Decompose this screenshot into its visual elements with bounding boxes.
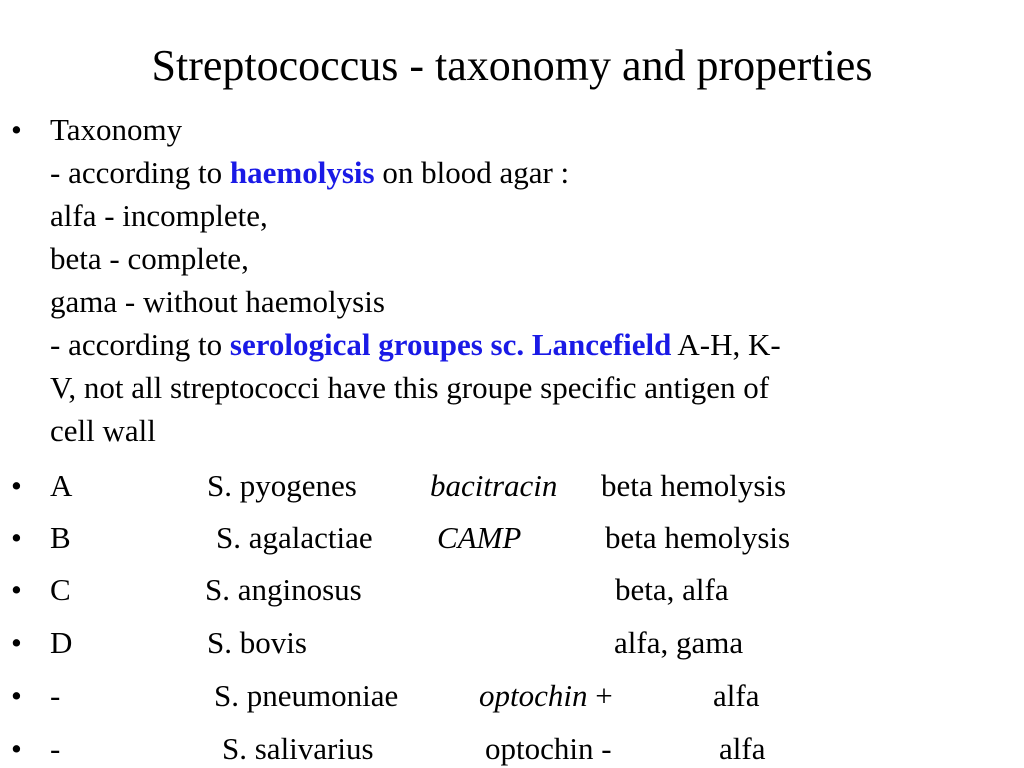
bullet-marker: • xyxy=(11,112,22,147)
taxonomy-line-lancefield xyxy=(50,323,1000,366)
group-row-a xyxy=(0,464,1024,507)
bullet-marker: • xyxy=(11,678,22,713)
group-row-b xyxy=(0,516,1024,559)
group-letter: D xyxy=(50,625,73,660)
bullet-marker: • xyxy=(11,731,22,766)
test-name: optochin - xyxy=(485,731,612,766)
taxonomy-line-beta: beta - complete, xyxy=(50,241,249,276)
species-name: S. anginosus xyxy=(205,572,362,607)
species-name: S. bovis xyxy=(207,625,307,660)
taxonomy-heading: Taxonomy xyxy=(50,112,183,147)
hemolysis-type: beta, alfa xyxy=(615,572,729,607)
test-name-italic: optochin xyxy=(479,678,588,713)
group-letter: B xyxy=(50,520,71,555)
line-prefix: - according to xyxy=(50,327,230,362)
hemolysis-type: beta hemolysis xyxy=(605,520,791,555)
highlight-lancefield: serological groupes sc. Lancefield xyxy=(229,327,672,362)
group-letter: C xyxy=(50,572,71,607)
bullet-marker: • xyxy=(11,572,22,607)
group-row-c xyxy=(0,568,1024,611)
species-name: S. agalactiae xyxy=(216,520,373,555)
group-letter: - xyxy=(50,678,61,713)
bullet-marker: • xyxy=(11,520,22,555)
test-name: CAMP xyxy=(437,520,522,555)
taxonomy-line-antigen: V, not all streptococci have this groupe specific antigen of xyxy=(50,370,770,405)
group-letter: A xyxy=(50,468,73,503)
line-prefix: - according to xyxy=(50,155,230,190)
taxonomy-text xyxy=(50,108,1000,452)
hemolysis-type: alfa xyxy=(713,678,760,713)
bullet-marker: • xyxy=(11,468,22,503)
test-name: bacitracin xyxy=(430,468,558,503)
taxonomy-line-alfa: alfa - incomplete, xyxy=(50,198,268,233)
taxonomy-line-haemolysis xyxy=(50,151,1000,194)
group-row-d xyxy=(0,621,1024,664)
taxonomy-line-gama: gama - without haemolysis xyxy=(50,284,385,319)
group-row-salivarius xyxy=(0,727,1024,768)
species-name: S. pyogenes xyxy=(207,468,357,503)
bullet-marker: • xyxy=(11,625,22,660)
species-name: S. pneumoniae xyxy=(214,678,399,713)
hemolysis-type: alfa, gama xyxy=(614,625,744,660)
line-suffix: A-H, K- xyxy=(671,327,781,362)
taxonomy-line-cellwall: cell wall xyxy=(50,413,156,448)
group-row-pneumoniae xyxy=(0,674,1024,717)
slide-title: Streptococcus - taxonomy and properties xyxy=(151,41,873,90)
group-letter: - xyxy=(50,731,61,766)
test-name xyxy=(479,674,613,717)
species-name: S. salivarius xyxy=(222,731,374,766)
test-result-sign: + xyxy=(587,678,613,713)
hemolysis-type: beta hemolysis xyxy=(601,468,787,503)
highlight-haemolysis: haemolysis xyxy=(229,155,375,190)
line-suffix: on blood agar : xyxy=(374,155,570,190)
hemolysis-type: alfa xyxy=(719,731,766,766)
